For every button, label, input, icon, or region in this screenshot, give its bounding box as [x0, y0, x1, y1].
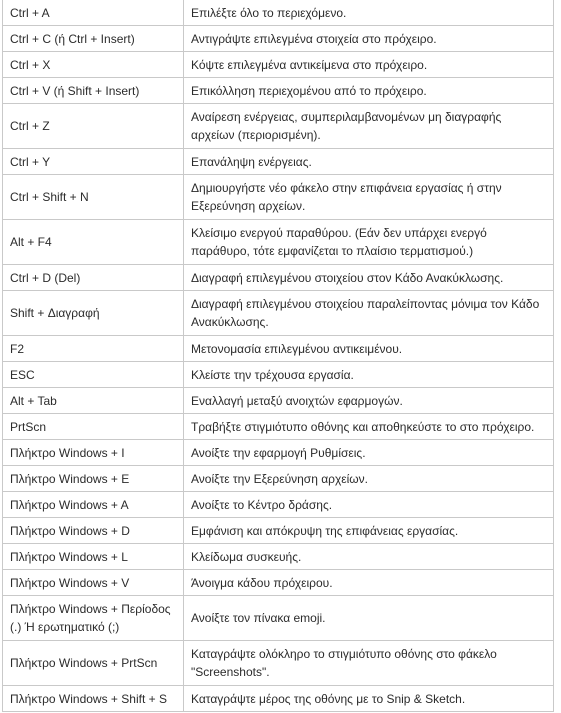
shortcut-description-cell: Εμφάνιση και απόκρυψη της επιφάνειας εργασίας.	[184, 518, 554, 544]
shortcut-keys-cell: Πλήκτρο Windows + A	[3, 492, 184, 518]
shortcut-description-cell: Ανοίξτε την Εξερεύνηση αρχείων.	[184, 466, 554, 492]
shortcut-description-cell: Ανοίξτε την εφαρμογή Ρυθμίσεις.	[184, 440, 554, 466]
shortcut-description-cell: Επιλέξτε όλο το περιεχόμενο.	[184, 0, 554, 26]
shortcut-keys-cell: Alt + Tab	[3, 388, 184, 414]
shortcut-description-cell: Κλείσιμο ενεργού παραθύρου. (Εάν δεν υπάρχει ενεργό παράθυρο, τότε εμφανίζεται το πλαίσιο τερματισμού.)	[184, 220, 554, 265]
table-row	[3, 388, 554, 414]
table-row	[3, 26, 554, 52]
shortcut-description-cell: Ανοίξτε τον πίνακα emoji.	[184, 596, 554, 641]
table-row	[3, 518, 554, 544]
table-row	[3, 220, 554, 265]
table-row	[3, 544, 554, 570]
shortcut-keys-cell: Ctrl + X	[3, 52, 184, 78]
table-row	[3, 362, 554, 388]
table-row	[3, 52, 554, 78]
shortcut-keys-cell: Πλήκτρο Windows + Shift + S	[3, 686, 184, 712]
shortcut-description-cell: Διαγραφή επιλεγμένου στοιχείου στον Κάδο Ανακύκλωσης.	[184, 265, 554, 291]
table-row	[3, 570, 554, 596]
shortcut-keys-cell: Πλήκτρο Windows + L	[3, 544, 184, 570]
shortcut-keys-cell: Πλήκτρο Windows + PrtScn	[3, 641, 184, 686]
table-row	[3, 686, 554, 712]
table-row	[3, 175, 554, 220]
shortcuts-table	[2, 0, 554, 712]
shortcut-keys-cell: Ctrl + C (ή Ctrl + Insert)	[3, 26, 184, 52]
shortcut-description-cell: Εναλλαγή μεταξύ ανοιχτών εφαρμογών.	[184, 388, 554, 414]
shortcut-description-cell: Ανοίξτε το Κέντρο δράσης.	[184, 492, 554, 518]
shortcut-description-cell: Αντιγράψτε επιλεγμένα στοιχεία στο πρόχειρο.	[184, 26, 554, 52]
table-row	[3, 641, 554, 686]
shortcut-description-cell: Άνοιγμα κάδου πρόχειρου.	[184, 570, 554, 596]
table-row	[3, 492, 554, 518]
table-row	[3, 414, 554, 440]
shortcut-description-cell: Αναίρεση ενέργειας, συμπεριλαμβανομένων μη διαγραφής αρχείων (περιορισμένη).	[184, 104, 554, 149]
shortcut-description-cell: Τραβήξτε στιγμιότυπο οθόνης και αποθηκεύστε το στο πρόχειρο.	[184, 414, 554, 440]
shortcut-description-cell: Καταγράψτε μέρος της οθόνης με το Snip & Sketch.	[184, 686, 554, 712]
shortcut-keys-cell: Πλήκτρο Windows + V	[3, 570, 184, 596]
shortcut-keys-cell: Ctrl + Shift + N	[3, 175, 184, 220]
shortcut-keys-cell: Πλήκτρο Windows + Περίοδος (.) Ή ερωτηματικό (;)	[3, 596, 184, 641]
shortcut-keys-cell: Πλήκτρο Windows + D	[3, 518, 184, 544]
shortcut-description-cell: Δημιουργήστε νέο φάκελο στην επιφάνεια εργασίας ή στην Εξερεύνηση αρχείων.	[184, 175, 554, 220]
shortcut-keys-cell: Ctrl + A	[3, 0, 184, 26]
shortcut-keys-cell: PrtScn	[3, 414, 184, 440]
table-row	[3, 291, 554, 336]
shortcut-keys-cell: Ctrl + Z	[3, 104, 184, 149]
shortcut-keys-cell: F2	[3, 336, 184, 362]
shortcut-description-cell: Κλείστε την τρέχουσα εργασία.	[184, 362, 554, 388]
shortcut-description-cell: Επικόλληση περιεχομένου από το πρόχειρο.	[184, 78, 554, 104]
table-row	[3, 265, 554, 291]
shortcut-keys-cell: Ctrl + Y	[3, 149, 184, 175]
shortcut-keys-cell: Πλήκτρο Windows + E	[3, 466, 184, 492]
shortcut-description-cell: Επανάληψη ενέργειας.	[184, 149, 554, 175]
shortcut-keys-cell: Shift + Διαγραφή	[3, 291, 184, 336]
table-row	[3, 78, 554, 104]
shortcut-description-cell: Διαγραφή επιλεγμένου στοιχείου παραλείποντας μόνιμα τον Κάδο Ανακύκλωσης.	[184, 291, 554, 336]
table-row	[3, 596, 554, 641]
table-row	[3, 440, 554, 466]
shortcut-keys-cell: Πλήκτρο Windows + I	[3, 440, 184, 466]
shortcut-keys-cell: ESC	[3, 362, 184, 388]
shortcut-keys-cell: Ctrl + V (ή Shift + Insert)	[3, 78, 184, 104]
shortcut-description-cell: Κλείδωμα συσκευής.	[184, 544, 554, 570]
table-row	[3, 336, 554, 362]
table-row	[3, 466, 554, 492]
table-row	[3, 104, 554, 149]
shortcut-description-cell: Κόψτε επιλεγμένα αντικείμενα στο πρόχειρο.	[184, 52, 554, 78]
shortcut-description-cell: Μετονομασία επιλεγμένου αντικειμένου.	[184, 336, 554, 362]
shortcut-keys-cell: Ctrl + D (Del)	[3, 265, 184, 291]
table-row	[3, 149, 554, 175]
shortcut-description-cell: Καταγράψτε ολόκληρο το στιγμιότυπο οθόνης στο φάκελο "Screenshots".	[184, 641, 554, 686]
shortcut-keys-cell: Alt + F4	[3, 220, 184, 265]
table-row	[3, 0, 554, 26]
